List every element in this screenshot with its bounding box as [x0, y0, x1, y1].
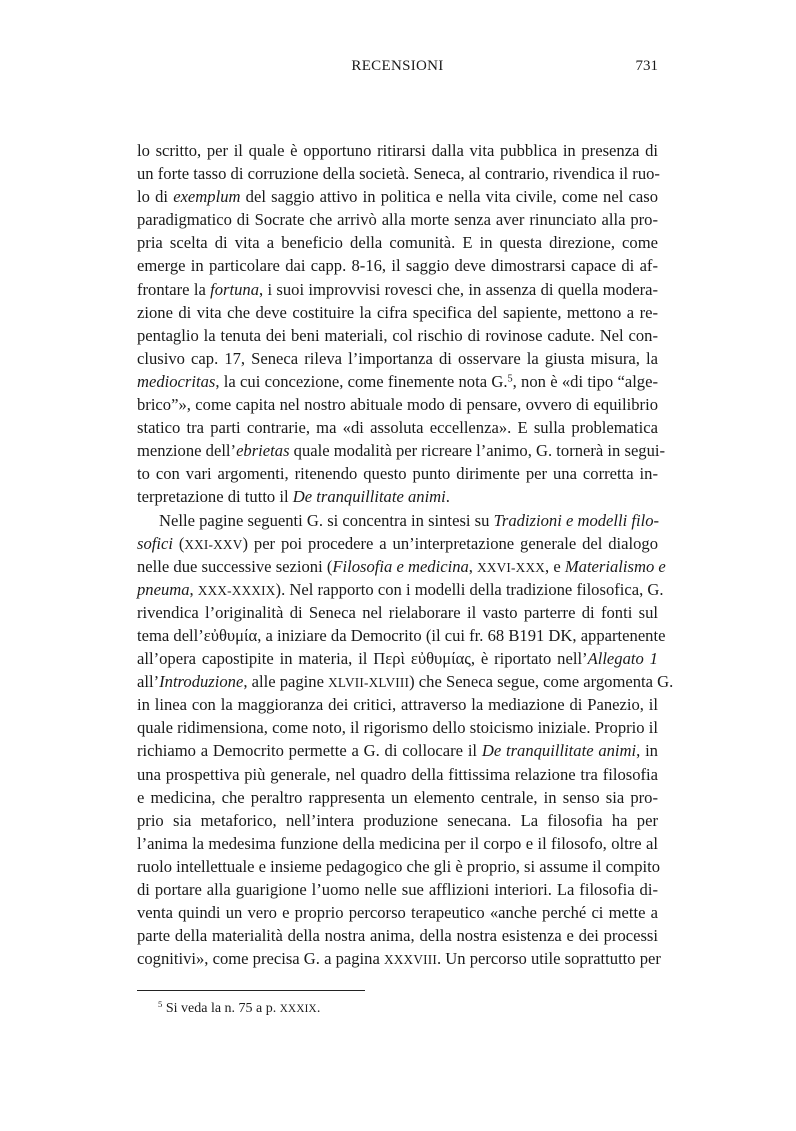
text-line [137, 809, 658, 832]
footnote-end: . [316, 1001, 321, 1016]
text-line [137, 231, 658, 254]
text-line [137, 647, 658, 670]
text-segment: venta quindi un vero e proprio percorso terapeutico «anche perché ci mette a [137, 903, 658, 923]
text-segment: , [189, 579, 198, 599]
page-header [137, 58, 658, 80]
text-segment: , alle pagine [243, 672, 329, 692]
text-segment: statico tra parti contrarie, ma «di assoluta eccellenza». E sulla problematica [137, 418, 658, 438]
text-segment: all’ [137, 672, 160, 692]
text-segment: e medicina, che peraltro rappresenta un elemento centrale, in senso sia pro- [137, 787, 658, 807]
text-segment: terpretazione di tutto il [137, 487, 293, 507]
text-segment: sofici [137, 533, 173, 553]
text-segment: Tradizioni e modelli filo- [493, 510, 660, 530]
text-segment: pneuma [137, 579, 190, 599]
text-segment: nelle due successive sezioni ( [137, 556, 333, 576]
text-segment: , e [545, 556, 565, 576]
text-segment: mediocritas [137, 371, 216, 391]
text-segment: ebrietas [236, 441, 290, 461]
text-line [137, 832, 658, 855]
text-line [137, 416, 658, 439]
text-segment: emerge in particolare dai capp. 8-16, il saggio deve dimostrarsi capace di af- [137, 256, 658, 276]
text-line [137, 532, 658, 555]
text-segment: pentaglio la tenuta dei beni materiali, col rischio di rovinose cadute. Nel con- [137, 325, 658, 345]
text-segment: De tranquillitate animi [481, 741, 637, 761]
footnote-number: 5 [158, 999, 163, 1010]
text-segment: brico”», come capita nel nostro abituale modo di pensare, ovvero di equilibrio [137, 395, 658, 415]
text-line [137, 670, 674, 693]
footnote-page-ref: XXXIX [279, 1003, 317, 1015]
text-segment: Allegato 1 [587, 649, 658, 669]
footnote [158, 999, 320, 1019]
text-line [137, 763, 658, 786]
text-segment: fortuna [210, 279, 260, 299]
text-segment: cognitivi», come precisa G. a pagina [137, 949, 384, 969]
text-segment: frontare la [137, 279, 211, 299]
text-segment: Materialismo e [564, 556, 666, 576]
text-line [137, 693, 658, 716]
text-segment: paradigmatico di Socrate che arrivò alla morte senza aver rinunciato alla pro- [137, 210, 658, 230]
text-line [137, 624, 666, 647]
text-segment: richiamo a Democrito permette a G. di collocare il [137, 741, 482, 761]
text-segment: quale ridimensiona, come noto, il rigorismo dello stoicismo iniziale. Proprio il [137, 718, 658, 738]
text-segment: Filosofia e medicina [332, 556, 469, 576]
text-segment: , [468, 556, 478, 576]
text-segment: ( [172, 533, 185, 553]
text-line [137, 462, 658, 485]
text-segment: . [445, 487, 450, 507]
text-segment: una prospettiva più generale, nel quadro della fittissima relazione tra filosofia [137, 764, 658, 784]
text-line [137, 601, 658, 624]
text-line [137, 555, 666, 578]
text-segment: Introduzione [159, 672, 244, 692]
text-segment: parte della materialità della nostra anima, della nostra esistenza e dei processi [137, 926, 658, 946]
text-segment: . Un percorso utile soprattutto per [436, 949, 661, 969]
text-segment: ). Nel rapporto con i modelli della tradizione filosofica, G. [275, 579, 664, 599]
text-segment: di portare alla guarigione l’uomo nelle sue afflizioni interiori. La filosofia di- [137, 880, 658, 899]
text-segment: in linea con la maggioranza dei critici, attraverso la mediazione di Panezio, il [137, 695, 658, 715]
text-segment: XXXVIII [383, 952, 437, 968]
text-line [137, 439, 666, 462]
text-segment: zione di vita che deve costituire la cifra specifica del sapiente, mettono a re- [137, 302, 658, 322]
text-line [137, 278, 658, 301]
text-segment: quale modalità per ricreare l’animo, G. tornerà in segui- [289, 441, 666, 461]
text-line [137, 347, 658, 370]
text-segment: tema dell’εὐθυμία, a iniziare da Democrito (il cui fr. 68 B191 DK, appartenente [137, 625, 666, 645]
text-segment: un forte tasso di corruzione della società. Seneca, al contrario, rivendica il ruo- [137, 164, 660, 184]
text-line [137, 485, 658, 508]
text-line [137, 716, 658, 739]
text-line [137, 901, 658, 924]
text-segment: lo scritto, per il quale è opportuno ritirarsi dalla vita pubblica in presenza di [137, 141, 658, 160]
text-segment: XXVI-XXX [477, 559, 546, 575]
text-segment: l’anima la medesima funzione della medicina per il corpo e il filosofo, oltre al [137, 833, 658, 853]
text-line [137, 786, 658, 809]
text-segment: all’opera capostipite in materia, il Περὶ εὐθυμίας, è riportato nell’ [137, 649, 588, 669]
text-segment: , la cui concezione, come finemente nota G. [215, 371, 508, 391]
text-line [137, 301, 658, 324]
text-line [137, 924, 658, 947]
text-line [137, 578, 664, 601]
text-line [137, 509, 658, 532]
text-line [137, 254, 658, 277]
text-segment: rivendica l’originalità di Seneca nel rielaborare il vasto parterre di fonti sul [137, 602, 658, 622]
text-line [137, 139, 658, 162]
page-number: 731 [635, 58, 658, 74]
text-segment: menzione dell’ [137, 441, 237, 461]
text-segment: ) che Seneca segue, come argomenta G. [409, 672, 674, 692]
text-line [137, 393, 658, 416]
text-line [137, 324, 658, 347]
text-segment: Nelle pagine seguenti G. si concentra in sintesi su [159, 510, 494, 530]
text-segment: exemplum [173, 187, 241, 207]
text-line [137, 947, 661, 970]
text-segment: XXX-XXXIX [197, 582, 276, 598]
text-segment: , i suoi improvvisi rovesci che, in assenza di quella modera- [259, 279, 658, 299]
footnote-divider [137, 990, 365, 991]
text-segment: De tranquillitate animi [292, 487, 446, 507]
text-line [137, 370, 658, 393]
text-segment: clusivo cap. 17, Seneca rileva l’importanza di osservare la giusta misura, la [137, 348, 658, 368]
text-line [137, 185, 658, 208]
text-line [137, 878, 658, 901]
text-line [137, 855, 661, 878]
text-segment: pria scelta di vita a beneficio della comunità. E in questa direzione, come [137, 233, 658, 253]
text-segment: del saggio attivo in politica e nella vita civile, come nel caso [240, 187, 658, 207]
text-segment: to con vari argomenti, ritenendo questo punto dirimente per una corretta in- [137, 464, 658, 484]
text-segment: XXI-XXV [184, 536, 243, 552]
text-segment: ) per poi procedere a un’interpretazione generale del dialogo [242, 533, 658, 553]
footnote-text: Si veda la n. 75 a p. [162, 1001, 280, 1016]
text-segment: XLVII-XLVIII [328, 675, 410, 691]
text-segment: prio sia metaforico, nell’intera produzione senecana. La filosofia ha per [137, 810, 658, 830]
text-line [137, 162, 658, 185]
running-title: RECENSIONI [351, 58, 444, 74]
footnote-reference: 5 [507, 373, 513, 385]
text-segment: lo di [137, 187, 174, 207]
body-text [137, 139, 674, 970]
text-segment: ruolo intellettuale e insieme pedagogico che gli è proprio, si assume il compito [137, 856, 661, 876]
text-line [137, 208, 658, 231]
text-segment: , in [636, 741, 658, 761]
text-segment: , non è «di tipo “alge- [512, 371, 658, 391]
text-line [137, 739, 658, 762]
